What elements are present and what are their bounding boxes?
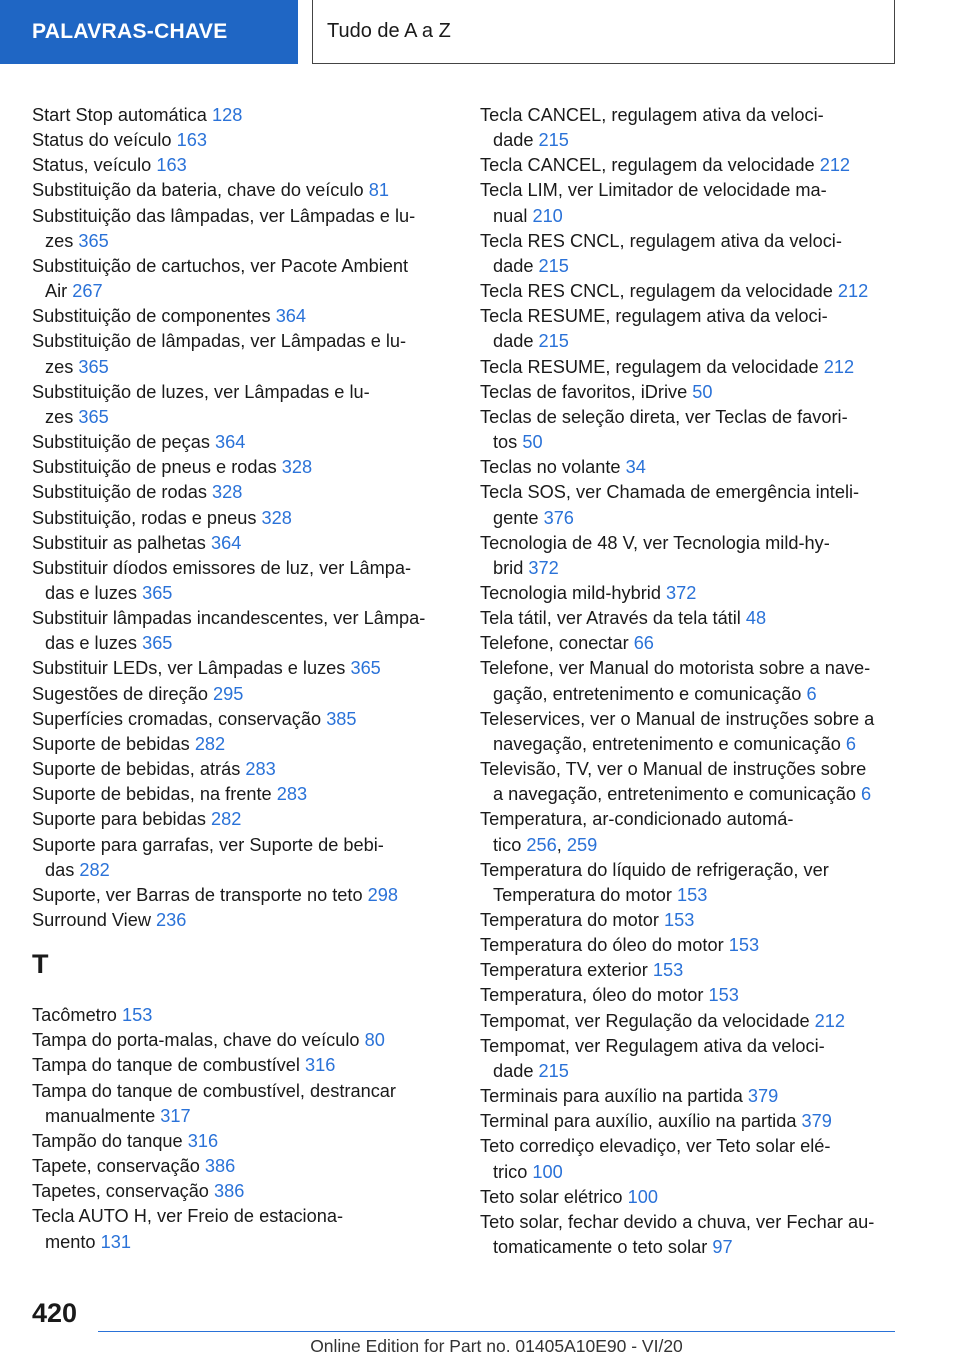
page-reference-link[interactable]: 215 xyxy=(538,255,569,276)
index-entry xyxy=(480,229,900,279)
index-entry xyxy=(480,455,900,480)
page-reference-link[interactable]: 328 xyxy=(211,482,243,503)
page-reference-link[interactable]: 6 xyxy=(861,784,872,805)
index-entry-text: Teclas no volante xyxy=(480,457,621,478)
index-entry-text: gação, entretenimento e comunicação xyxy=(493,683,802,704)
index-entry-text: Tempomat, ver Regulagem ativa da veloci- xyxy=(480,1035,825,1056)
page-reference-link[interactable]: 328 xyxy=(281,457,313,478)
index-entry xyxy=(32,556,452,606)
index-entry-text: Tacômetro xyxy=(32,1005,117,1026)
page-reference-link[interactable]: 100 xyxy=(627,1186,658,1207)
index-entry-text: zes xyxy=(45,356,74,377)
index-entry-text: Temperatura exterior xyxy=(480,960,648,981)
index-entry-text: Temperatura, óleo do motor xyxy=(480,985,704,1006)
index-entry-text: Suporte, ver Barras de transporte no teto xyxy=(32,884,363,905)
index-entry xyxy=(32,606,452,656)
page-reference-link[interactable]: 328 xyxy=(261,507,292,528)
index-entry xyxy=(32,656,452,681)
page-reference-link[interactable]: 365 xyxy=(142,633,173,654)
index-entry xyxy=(480,606,900,631)
index-entry xyxy=(32,128,452,153)
index-entry xyxy=(480,380,900,405)
index-entry-text: Substituição de componentes xyxy=(32,306,271,327)
page-reference-link[interactable]: 316 xyxy=(305,1055,336,1076)
index-entry xyxy=(480,707,900,757)
index-entry xyxy=(32,304,452,329)
index-entry xyxy=(32,178,452,203)
page-reference-link[interactable]: 97 xyxy=(712,1237,733,1258)
page-reference-link[interactable]: 386 xyxy=(204,1156,236,1177)
index-entry-text: Substituição da bateria, chave do veículo xyxy=(32,180,364,201)
index-entry-text: Teto solar elétrico xyxy=(480,1186,623,1207)
index-entry xyxy=(32,1028,452,1053)
index-entry-text: dade xyxy=(493,130,534,151)
page-reference-link[interactable]: 236 xyxy=(156,910,187,930)
page-reference-link[interactable]: 283 xyxy=(245,759,276,780)
index-entry-text: das e luzes xyxy=(45,633,138,654)
index-column-left xyxy=(32,103,452,1255)
index-entry-text: Substituição de peças xyxy=(32,432,210,453)
index-entry xyxy=(480,531,900,581)
page-reference-link[interactable]: 379 xyxy=(801,1111,832,1132)
index-entry xyxy=(480,1109,900,1134)
index-entry-text: Tecla RES CNCL, regulagem ativa da veloci- xyxy=(480,230,842,251)
page-reference-link[interactable]: 215 xyxy=(538,130,569,151)
page-reference-link[interactable]: 6 xyxy=(845,733,856,754)
index-entry xyxy=(32,782,452,807)
footer-edition-text: Online Edition for Part no. 01405A10E90 - VI/20 xyxy=(310,1336,683,1356)
page-reference-link[interactable]: 212 xyxy=(823,356,855,377)
page-reference-link[interactable]: 153 xyxy=(121,1005,153,1026)
index-entry-text: Substituir as palhetas xyxy=(32,532,206,553)
index-entry-text: manualmente xyxy=(45,1105,156,1126)
index-entry xyxy=(32,1053,452,1078)
index-entry xyxy=(32,455,452,480)
index-entry xyxy=(32,380,452,430)
index-entry-text: das xyxy=(45,859,75,880)
index-entry-text: Tampa do tanque de combustível xyxy=(32,1055,300,1076)
index-entry-text: dade xyxy=(493,1060,534,1081)
index-entry-text: tos xyxy=(493,432,518,453)
page-reference-link[interactable]: 66 xyxy=(633,633,654,654)
page-reference-link[interactable]: 153 xyxy=(708,985,739,1006)
index-entry xyxy=(32,807,452,832)
index-entry-text: Tecla RESUME, regulagem ativa da veloci- xyxy=(480,306,828,327)
index-entry-text: Tecla CANCEL, regulagem ativa da veloci- xyxy=(480,105,824,125)
index-entry-text: Substituir LEDs, ver Lâmpadas e luzes xyxy=(32,658,346,679)
page-reference-link[interactable]: 298 xyxy=(367,884,399,905)
index-entry-text: Teto corrediço elevadiço, ver Teto solar elé- xyxy=(480,1136,831,1157)
page-reference-link[interactable]: 259 xyxy=(566,834,598,855)
index-entry-text: Tela tátil, ver Através da tela tátil xyxy=(480,608,741,629)
index-entry-text: Substituição, rodas e pneus xyxy=(32,507,257,528)
index-entry xyxy=(480,908,900,933)
page-header-title xyxy=(312,0,895,64)
index-entry-text: Suporte para bebidas xyxy=(32,809,206,830)
page-reference-link[interactable]: 215 xyxy=(538,331,569,352)
index-entry-text: Temperatura do motor xyxy=(493,884,672,905)
index-entry-text: Temperatura do óleo do motor xyxy=(480,935,724,956)
index-entry xyxy=(32,204,452,254)
index-entry xyxy=(480,1185,900,1210)
index-entry xyxy=(32,1079,452,1129)
index-entry xyxy=(32,833,452,883)
index-letter-heading: T xyxy=(32,949,49,980)
index-entry xyxy=(480,581,900,606)
index-entry xyxy=(32,254,452,304)
index-entry-text: Tapetes, conservação xyxy=(32,1181,209,1202)
index-entry xyxy=(480,1134,900,1184)
index-entry xyxy=(32,707,452,732)
index-entry xyxy=(32,1204,452,1254)
index-entry-text: Temperatura do líquido de refrigeração, ver xyxy=(480,859,829,880)
page-reference-link[interactable]: 80 xyxy=(364,1030,385,1051)
index-entry-text: tomaticamente o teto solar xyxy=(493,1237,708,1258)
index-entry-text: Suporte de bebidas, na frente xyxy=(32,784,272,805)
index-entry-text: Tampa do porta-malas, chave do veículo xyxy=(32,1030,360,1051)
index-entry-text: brid xyxy=(493,557,524,578)
index-entry xyxy=(480,858,900,908)
index-entry-text: trico xyxy=(493,1161,528,1182)
page-reference-link[interactable]: 365 xyxy=(78,406,109,427)
page-number: 420 xyxy=(32,1298,78,1328)
page-reference-link[interactable]: 153 xyxy=(677,884,708,905)
page-reference-link[interactable]: 128 xyxy=(211,105,243,125)
page-reference-link[interactable]: 364 xyxy=(210,532,242,553)
page-reference-link[interactable]: 386 xyxy=(214,1181,245,1202)
index-entry-text: Teclas de seleção direta, ver Teclas de favori- xyxy=(480,406,848,427)
index-entry xyxy=(480,1009,900,1034)
index-entry xyxy=(32,1179,452,1204)
index-entry-text: Tecla RESUME, regulagem da velocidade xyxy=(480,356,819,377)
page-reference-link[interactable]: 81 xyxy=(368,180,389,201)
page-reference-link[interactable]: 372 xyxy=(528,557,559,578)
index-entry-text: Suporte de bebidas, atrás xyxy=(32,759,241,780)
index-entry-text: Substituir lâmpadas incandescentes, ver Lâmpa- xyxy=(32,608,426,629)
page-reference-link[interactable]: 131 xyxy=(100,1231,131,1252)
index-entry-text: Tampa do tanque de combustível, destrancar xyxy=(32,1080,396,1101)
index-entry xyxy=(32,1003,452,1028)
page-reference-link[interactable]: 50 xyxy=(522,432,543,453)
index-entry xyxy=(480,178,900,228)
index-entry xyxy=(480,983,900,1008)
page-reference-link[interactable]: 365 xyxy=(142,582,173,603)
index-entry-text: Tecla CANCEL, regulagem da velocidade xyxy=(480,155,815,176)
index-entry xyxy=(480,355,900,380)
index-entry-text: Tecnologia mild-hybrid xyxy=(480,582,661,603)
page-reference-link[interactable]: 282 xyxy=(194,733,226,754)
index-entry-text: Terminal para auxílio, auxílio na partida xyxy=(480,1111,797,1132)
page-reference-link[interactable]: 316 xyxy=(187,1130,219,1151)
index-entry-text: nual xyxy=(493,205,528,226)
header-title-text: Tudo de A a Z xyxy=(327,20,451,42)
index-entry-text: dade xyxy=(493,255,534,276)
index-entry xyxy=(480,656,900,706)
index-entry-text: gente xyxy=(493,507,539,528)
index-entry xyxy=(32,153,452,178)
page-reference-link[interactable]: 364 xyxy=(215,432,246,453)
index-entry-text: Suporte de bebidas xyxy=(32,733,190,754)
index-entry-text: Telefone, conectar xyxy=(480,633,629,654)
page-reference-link[interactable]: 364 xyxy=(275,306,307,327)
index-entry-text: Teto solar, fechar devido a chuva, ver Fechar au- xyxy=(480,1211,875,1232)
page-reference-link[interactable]: 163 xyxy=(156,155,187,176)
index-entry-text: Substituição das lâmpadas, ver Lâmpadas e lu- xyxy=(32,205,416,226)
index-entry-text: Tecla LIM, ver Limitador de velocidade ma- xyxy=(480,180,827,201)
index-entry xyxy=(480,405,900,455)
index-entry: Temperatura, ar-condicionado automá- tico 256, 259 xyxy=(480,809,794,855)
index-entry-text: Tampão do tanque xyxy=(32,1130,183,1151)
index-entry xyxy=(480,933,900,958)
page-reference-link[interactable]: 50 xyxy=(692,381,713,402)
page-reference-link[interactable]: 283 xyxy=(276,784,308,805)
index-entry-text: Substituição de rodas xyxy=(32,482,207,503)
page-reference-link[interactable]: 153 xyxy=(664,910,695,930)
index-entry-text: zes xyxy=(45,230,74,251)
index-entry xyxy=(32,430,452,455)
index-entry xyxy=(32,883,452,908)
index-entry xyxy=(480,103,900,153)
index-entry-text: Substituição de cartuchos, ver Pacote Ambient xyxy=(32,255,409,276)
index-entry-text: Surround View xyxy=(32,910,151,930)
index-entry-text: navegação, entretenimento e comunicação xyxy=(493,733,841,754)
index-entry xyxy=(480,153,900,178)
index-entry-text: Substituição de luzes, ver Lâmpadas e lu- xyxy=(32,381,370,402)
index-entry-text: Suporte para garrafas, ver Suporte de bebi- xyxy=(32,834,384,855)
index-entry-text: Terminais para auxílio na partida xyxy=(480,1086,743,1107)
page-reference-link[interactable]: 153 xyxy=(652,960,684,981)
index-entry xyxy=(480,304,900,354)
index-entry xyxy=(32,1129,452,1154)
page-reference-link[interactable]: 385 xyxy=(326,708,357,729)
index-entry-text: Tecnologia de 48 V, ver Tecnologia mild-hy- xyxy=(480,532,830,553)
page-reference-link[interactable]: 372 xyxy=(666,582,697,603)
index-entry xyxy=(32,103,452,128)
index-entry-text: Temperatura do motor xyxy=(480,910,659,930)
index-entry-text: Tecla RES CNCL, regulagem da velocidade xyxy=(480,281,833,302)
index-entry-text: dade xyxy=(493,331,534,352)
index-entry-text: Televisão, TV, ver o Manual de instruções sobre xyxy=(480,759,867,780)
index-entry xyxy=(32,757,452,782)
index-entry-text: Air xyxy=(45,281,68,302)
index-entry xyxy=(480,757,900,807)
index-entry-text: Substituir díodos emissores de luz, ver Lâmpa- xyxy=(32,557,412,578)
index-entry-text: mento xyxy=(45,1231,96,1252)
index-entry xyxy=(32,329,452,379)
index-entry xyxy=(32,506,452,531)
page-reference-link[interactable]: 34 xyxy=(625,457,646,478)
page-reference-link[interactable]: 365 xyxy=(350,658,381,679)
index-entry xyxy=(32,682,452,707)
index-entry xyxy=(480,1210,900,1260)
index-entry xyxy=(480,631,900,656)
index-entry xyxy=(480,958,900,983)
index-entry-text: Start Stop automática xyxy=(32,105,207,125)
index-entry-text: Tempomat, ver Regulação da velocidade xyxy=(480,1010,810,1031)
page-reference-link[interactable]: 48 xyxy=(745,608,767,629)
index-entry-text: Tecla AUTO H, ver Freio de estaciona- xyxy=(32,1206,343,1227)
page-reference-link[interactable]: 163 xyxy=(176,130,207,151)
index-entry-text: Teleservices, ver o Manual de instruções sobre a xyxy=(480,708,875,729)
index-entry-text: Status, veículo xyxy=(32,155,152,176)
index-entry xyxy=(480,1034,900,1084)
index-entry-text: Tecla SOS, ver Chamada de emergência inteli- xyxy=(480,482,860,503)
page-reference-link[interactable]: 256 xyxy=(526,834,557,855)
page-reference-link[interactable]: 212 xyxy=(814,1010,846,1031)
index-entry xyxy=(32,732,452,757)
page-reference-link[interactable]: 379 xyxy=(747,1086,779,1107)
index-entry xyxy=(480,279,900,304)
page-reference-link[interactable]: 267 xyxy=(72,281,103,302)
page-reference-link[interactable]: 210 xyxy=(532,205,563,226)
page-reference-link[interactable]: 295 xyxy=(213,683,244,704)
index-entry-text: das e luzes xyxy=(45,582,138,603)
page-reference-link[interactable]: 365 xyxy=(78,356,109,377)
index-entry xyxy=(480,1084,900,1109)
index-entry-text: Status do veículo xyxy=(32,130,172,151)
index-entry xyxy=(32,1154,452,1179)
index-entry-text: Tapete, conservação xyxy=(32,1156,200,1177)
page-reference-link[interactable]: 153 xyxy=(728,935,760,956)
index-entry xyxy=(32,480,452,505)
page-reference-link[interactable]: 6 xyxy=(806,683,817,704)
index-entry-text: tico xyxy=(493,834,522,855)
page-reference-link[interactable]: 212 xyxy=(819,155,851,176)
index-entry-text: Substituição de lâmpadas, ver Lâmpadas e lu- xyxy=(32,331,407,352)
section-tab-label: PALAVRAS-CHAVE xyxy=(32,20,228,43)
index-entry xyxy=(480,480,900,530)
index-entry-text: Temperatura, ar-condicionado automá- xyxy=(480,809,794,830)
page-reference-link[interactable]: 215 xyxy=(538,1060,569,1081)
index-entry-text: Sugestões de direção xyxy=(32,683,208,704)
page-reference-link[interactable]: 282 xyxy=(210,809,242,830)
index-entry-text: Superfícies cromadas, conservação xyxy=(32,708,322,729)
index-entry-text: Telefone, ver Manual do motorista sobre a nave- xyxy=(480,658,871,679)
index-entry-text: Substituição de pneus e rodas xyxy=(32,457,277,478)
index-entry xyxy=(32,908,452,933)
page-reference-link[interactable]: 282 xyxy=(79,859,110,880)
footer-divider xyxy=(98,1331,895,1332)
index-entry-text: a navegação, entretenimento e comunicação xyxy=(493,784,856,805)
index-entry-text: Teclas de favoritos, iDrive xyxy=(480,381,688,402)
page-reference-link[interactable]: 212 xyxy=(837,281,869,302)
page-reference-link[interactable]: 376 xyxy=(543,507,574,528)
index-entry xyxy=(32,531,452,556)
page-reference-link[interactable]: 365 xyxy=(78,230,109,251)
section-tab[interactable] xyxy=(0,0,298,64)
page-reference-link[interactable]: 100 xyxy=(532,1161,563,1182)
index-entry-text: zes xyxy=(45,406,74,427)
page-reference-link[interactable]: 317 xyxy=(160,1105,191,1126)
index-column-right xyxy=(480,103,900,1260)
